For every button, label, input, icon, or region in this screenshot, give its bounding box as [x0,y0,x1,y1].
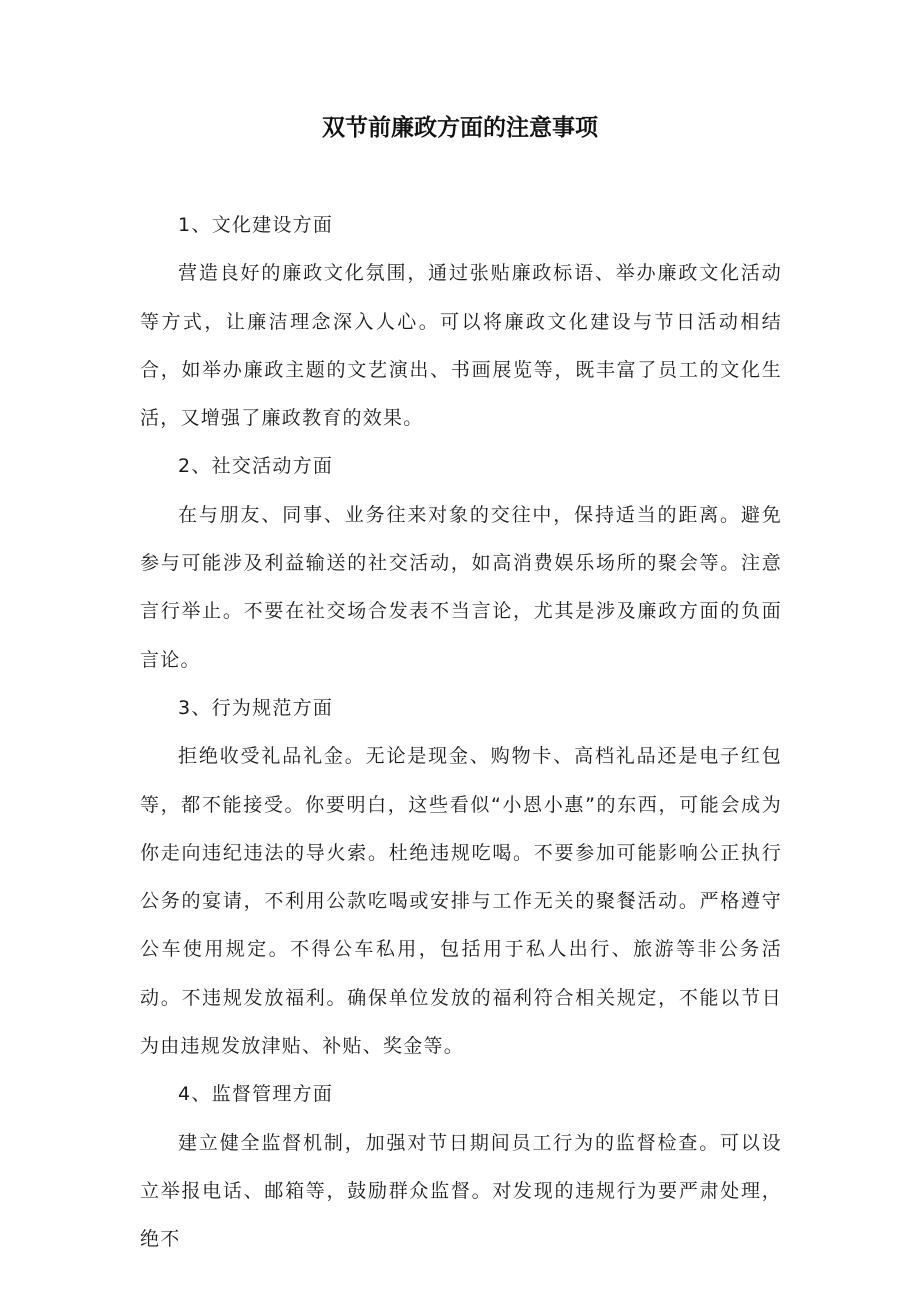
document-body [140,201,782,1264]
document-title: 双节前廉政方面的注意事项 [322,114,598,141]
section-heading-culture: 1、文化建设方面 [178,214,334,236]
section-body-culture: 营造良好的廉政文化氛围，通过张贴廉政标语、举办廉政文化活动等方式，让廉洁理念深入人心。可以将廉政文化建设与节日活动相结合，如举办廉政主题的文艺演出、书画展览等，既丰富了员工的文化生活，又增强了廉政教育的效果。 [140,262,782,430]
section-heading-social: 2、社交活动方面 [178,455,334,478]
section-heading-supervision: 4、监督管理方面 [178,1083,334,1106]
section-body-conduct: 拒绝收受礼品礼金。无论是现金、购物卡、高档礼品还是电子红包等，都不能接受。你要明白，这些看似“小恩小惠”的东西，可能会成为你走向违纪违法的导火索。杜绝违规吃喝。不要参加可能影响公正执行公务的宴请，不利用公款吃喝或安排与工作无关的聚餐活动。严格遵守公车使用规定。不得公车私用，包括用于私人出行、旅游等非公务活动。不违规发放福利。确保单位发放的福利符合相关规定，不能以节日为由违规发放津贴、补贴、奖金等。 [140,745,782,1058]
section-heading-conduct: 3、行为规范方面 [178,696,334,719]
section-body-supervision: 建立健全监督机制，加强对节日期间员工行为的监督检查。可以设立举报电话、邮箱等，鼓励群众监督。对发现的违规行为要严肃处理，绝不 [140,1131,782,1251]
section-body-social: 在与朋友、同事、业务往来对象的交往中，保持适当的距离。避免参与可能涉及利益输送的社交活动，如高消费娱乐场所的聚会等。注意言行举止。不要在社交场合发表不当言论，尤其是涉及廉政方面的负面言论。 [140,503,782,671]
